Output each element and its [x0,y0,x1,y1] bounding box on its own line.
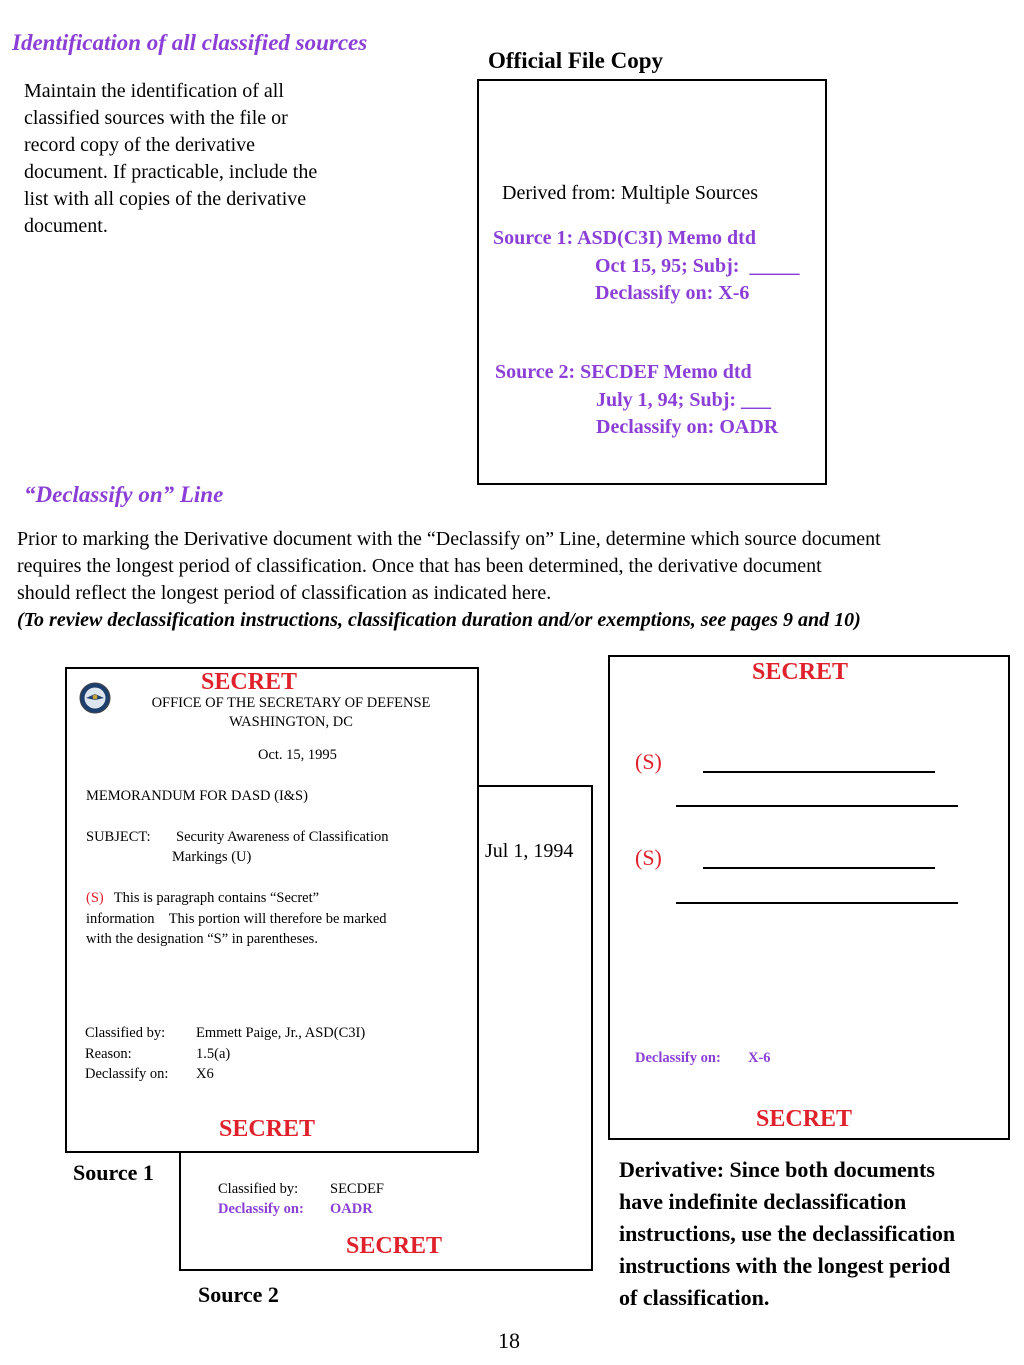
source-2-classification-block [218,1179,384,1219]
declassify-note: (To review declassification instructions, classification duration and/or exemptions, see pages 9 and 10) [17,609,861,631]
blank-line [676,902,958,904]
source-2-caption: Source 2 [198,1282,279,1307]
source-2-date: Jul 1, 1994 [485,840,574,862]
text-line: Prior to marking the Derivative document with the “Declassify on” Line, determine which source document [17,528,881,550]
letterhead-city: WASHINGTON, DC [229,714,353,730]
file-copy-title: Official File Copy [488,48,664,73]
caption-line: instructions with the longest period [619,1253,951,1278]
declassify-text [17,526,1017,634]
source-2-secret-bottom: SECRET [346,1233,443,1259]
declassify-label: Declassify on: [635,1050,721,1066]
text-line: document. If practicable, include the [24,161,318,183]
paragraph-line: information This portion will therefore be marked [86,910,387,927]
classified-by-value: Emmett Paige, Jr., ASD(C3I) [196,1025,366,1041]
derivative-portion-mark-1: (S) [635,749,662,774]
text-line: record copy of the derivative [24,134,256,156]
classified-by-label: Classified by: [218,1181,299,1197]
blank-line [676,805,958,807]
derivative-declassify-line [635,1048,771,1068]
derived-from: Derived from: Multiple Sources [502,182,759,204]
text-line: Maintain the identification of all [24,80,284,102]
letterhead-org: OFFICE OF THE SECRETARY OF DEFENSE [151,695,431,711]
declassify-label: Declassify on: [218,1201,304,1217]
subject-line: Markings (U) [172,849,252,865]
file-copy-source-1 [493,225,799,308]
page-number: 18 [498,1328,520,1353]
paragraph-line: with the designation “S” in parentheses. [86,931,318,947]
subject-label: SUBJECT: [86,829,151,845]
paragraph-line: This is paragraph contains “Secret” [113,890,320,906]
classified-by-label: Classified by: [85,1025,166,1041]
source-line: Source 2: SECDEF Memo dtd [495,361,752,383]
section-title-declassify: “Declassify on” Line [24,482,224,507]
section-title-identification: Identification of all classified sources [12,30,368,55]
file-copy-source-2 [495,359,778,442]
derivative-secret-top: SECRET [752,659,849,685]
text-line: list with all copies of the derivative [24,188,307,210]
blank-line [703,771,935,773]
source-line: Source 1: ASD(C3I) Memo dtd [493,227,756,249]
caption-line: have indefinite declassification [619,1189,907,1214]
caption-line: instructions, use the declassification [619,1221,956,1246]
derivative-portion-mark-2: (S) [635,845,662,870]
source-line: July 1, 94; Subj: ___ [596,388,772,411]
memo-for: MEMORANDUM FOR DASD (I&S) [86,788,308,804]
reason-value: 1.5(a) [196,1045,231,1062]
blank-line [703,867,935,869]
memo-paragraph [86,888,466,950]
declassify-value: X6 [196,1066,214,1082]
memo-date: Oct. 15, 1995 [258,747,337,763]
portion-mark: (S) [86,890,104,906]
memo-subject [86,827,389,867]
source-line: Oct 15, 95; Subj: _____ [595,254,800,277]
text-line: document. [24,215,108,237]
source-line: Declassify on: OADR [596,416,779,438]
text-line: classified sources with the file or [24,107,288,129]
derivative-secret-bottom: SECRET [756,1106,853,1132]
identification-text [24,78,384,240]
text-line: requires the longest period of classification. Once that has been determined, the derivative document [17,555,822,577]
memo-letterhead [115,694,467,732]
caption-line: Derivative: Since both documents [619,1157,935,1182]
text-line: should reflect the longest period of classification as indicated here. [17,582,552,604]
source-line: Declassify on: X-6 [595,282,750,304]
source-1-caption: Source 1 [73,1160,154,1185]
dod-seal-icon [79,682,111,714]
reason-label: Reason: [85,1045,132,1062]
source-1-secret-bottom: SECRET [219,1116,316,1142]
source-1-secret-top: SECRET [201,669,298,695]
subject-line: Security Awareness of Classification [176,829,389,845]
classified-by-value: SECDEF [330,1181,384,1197]
declassify-value: OADR [330,1201,373,1217]
derivative-caption [619,1154,1023,1314]
caption-line: of classification. [619,1285,770,1310]
declassify-label: Declassify on: [85,1066,169,1082]
declassify-value: X-6 [748,1050,771,1066]
source-1-classification-block [85,1023,365,1085]
